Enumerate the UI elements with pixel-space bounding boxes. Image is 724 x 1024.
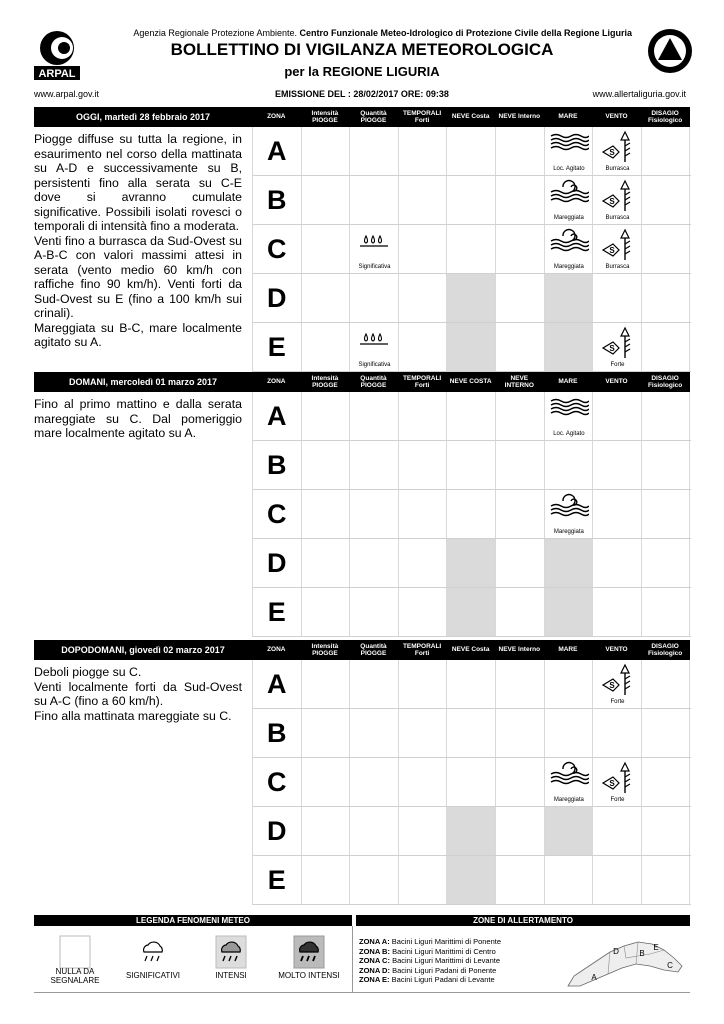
grid-cell — [399, 758, 448, 806]
grid-cell — [253, 274, 302, 322]
zone-letter: C — [267, 499, 287, 529]
grid-cell — [253, 709, 302, 757]
emission-timestamp: EMISSIONE DEL : 28/02/2017 ORE: 09:38 — [275, 89, 449, 99]
grid-cell — [253, 856, 302, 904]
zone-letter: D — [267, 548, 287, 578]
grid-cell — [350, 709, 399, 757]
zone-letter: B — [267, 185, 287, 215]
grid-cell — [642, 490, 691, 538]
zone-row — [253, 392, 691, 441]
svg-text:S: S — [609, 779, 615, 788]
grid-cell — [399, 709, 448, 757]
legend-panel — [34, 915, 690, 993]
grid-cell — [302, 539, 351, 587]
zone-letter: A — [267, 136, 287, 166]
column-header: Quantità PIOGGE — [360, 109, 387, 124]
grid-cell — [447, 588, 496, 636]
grid-cell — [545, 709, 594, 757]
sea-waves-icon — [549, 493, 589, 519]
grid-cell — [642, 176, 691, 224]
grid-cell — [545, 176, 594, 224]
grid-cell — [447, 758, 496, 806]
grid-cell — [399, 441, 448, 489]
map-label-c: C — [667, 961, 673, 970]
legend-title: LEGENDA FENOMENI METEO — [34, 915, 352, 926]
grid-cell — [593, 758, 642, 806]
zones-title: ZONE DI ALLERTAMENTO — [356, 915, 690, 926]
sea-waves-icon — [549, 228, 589, 254]
svg-text:S: S — [609, 344, 615, 353]
sea-state-cell — [545, 176, 594, 224]
sea-state-label: Mareggiata — [553, 215, 584, 221]
grid-cell — [496, 274, 545, 322]
grid-cell — [545, 807, 594, 855]
grid-cell — [253, 758, 302, 806]
zone-row — [253, 539, 691, 588]
grid-cell — [253, 392, 302, 440]
grid-cell — [302, 127, 351, 175]
grid-cell — [545, 588, 594, 636]
grid-cell — [593, 392, 642, 440]
day-header — [34, 107, 690, 127]
wind-icon — [597, 326, 637, 360]
day-description: Piogge diffuse su tutta la regione, in esaurimento nel corso della mattinata su A-D e successivamente su B, persistenti fino alla serata su C-E dove si avranno cumulate significative. Possibili isolati rovesci o temporali di intensità fino a moderata. Venti fino a burrasca da Sud-Ovest su A-B-C con valori massimi attesi in serata (vento medio 60 km/h con raffiche fino 90 km/h). Venti forti da Sud-Ovest su E (fino a 100 km/h sui crinali). Mareggiata su B-C, mare localmente agitato su A. — [34, 132, 242, 349]
column-header: Quantità PIOGGE — [360, 642, 387, 657]
grid-cell — [253, 539, 302, 587]
grid-cell — [447, 176, 496, 224]
grid-cell — [399, 127, 448, 175]
grid-cell — [496, 176, 545, 224]
sea-state-label: Loc. Agitato — [553, 166, 585, 172]
legend-item-none — [40, 934, 110, 985]
grid-cell — [399, 490, 448, 538]
cloud-rain-very-intense-icon — [292, 934, 326, 970]
svg-text:S: S — [609, 681, 615, 690]
grid-cell — [447, 807, 496, 855]
zone-letter: E — [267, 865, 286, 895]
grid-cell — [350, 758, 399, 806]
column-header: MARE — [558, 646, 578, 654]
legend-item-significant — [118, 934, 188, 980]
wind-label: Forte — [610, 699, 625, 705]
zone-grid — [252, 127, 690, 372]
grid-cell — [545, 323, 594, 371]
column-header: DISAGIO Fisiologico — [647, 642, 683, 657]
legend-item-very-intense — [274, 934, 344, 980]
grid-cell — [593, 660, 642, 708]
grid-cell — [350, 176, 399, 224]
svg-text:ARPAL: ARPAL — [38, 68, 76, 80]
zone-row — [253, 441, 691, 490]
grid-cell — [496, 127, 545, 175]
wind-cell — [593, 225, 642, 273]
grid-cell — [253, 127, 302, 175]
zone-entry-a: ZONA A: Bacini Liguri Marittimi di Ponente — [359, 937, 502, 946]
arpal-logo — [34, 28, 80, 80]
column-header: MARE — [558, 113, 578, 121]
wind-cell — [593, 127, 642, 175]
grid-cell — [447, 709, 496, 757]
column-header: Intensità PIOGGE — [311, 642, 339, 657]
grid-cell — [642, 441, 691, 489]
grid-cell — [545, 274, 594, 322]
bulletin-title: BOLLETTINO DI VIGILANZA METEOROLOGICA — [170, 40, 554, 59]
grid-cell — [399, 660, 448, 708]
grid-cell — [350, 807, 399, 855]
grid-cell — [642, 758, 691, 806]
grid-cell — [447, 660, 496, 708]
cloud-rain-intense-icon — [214, 934, 248, 970]
legend-item-intense — [196, 934, 266, 980]
zone-grid — [252, 392, 690, 637]
column-header: Intensità PIOGGE — [311, 109, 339, 124]
grid-cell — [496, 758, 545, 806]
sea-state-label: Mareggiata — [553, 797, 584, 803]
grid-cell — [496, 490, 545, 538]
grid-cell — [302, 392, 351, 440]
wind-icon — [597, 179, 637, 213]
grid-cell — [593, 127, 642, 175]
svg-text:S: S — [609, 246, 615, 255]
map-label-d: D — [613, 947, 619, 956]
wind-cell — [593, 660, 642, 708]
grid-cell — [593, 176, 642, 224]
zone-entry-c: ZONA C: Bacini Liguri Marittimi di Levante — [359, 956, 501, 966]
grid-cell — [447, 539, 496, 587]
column-header: NEVE Interno — [498, 646, 541, 654]
grid-cell — [593, 807, 642, 855]
grid-cell — [253, 807, 302, 855]
grid-cell — [399, 539, 448, 587]
grid-cell — [593, 709, 642, 757]
grid-cell — [642, 807, 691, 855]
column-header: TEMPORALI Forti — [402, 374, 442, 389]
sea-waves-icon — [549, 761, 589, 787]
grid-cell — [302, 807, 351, 855]
day-date-label: OGGI, martedì 28 febbraio 2017 — [75, 112, 211, 122]
grid-cell — [545, 758, 594, 806]
column-header: NEVE COSTA — [449, 378, 492, 386]
grid-cell — [496, 323, 545, 371]
wind-icon — [597, 663, 637, 697]
grid-cell — [399, 225, 448, 273]
grid-cell — [496, 539, 545, 587]
grid-cell — [642, 274, 691, 322]
grid-cell — [302, 709, 351, 757]
column-header: VENTO — [605, 113, 628, 121]
grid-cell — [399, 856, 448, 904]
column-header: NEVE Costa — [451, 113, 490, 121]
map-label-a: A — [591, 973, 597, 982]
wind-cell — [593, 176, 642, 224]
zone-row — [253, 588, 691, 637]
rain-quantity-label: Significativa — [358, 264, 391, 270]
grid-cell — [642, 588, 691, 636]
grid-cell — [399, 588, 448, 636]
grid-cell — [253, 490, 302, 538]
column-header: TEMPORALI Forti — [402, 642, 442, 657]
sea-state-label: Mareggiata — [553, 264, 584, 270]
column-header: ZONA — [267, 113, 286, 121]
grid-cell — [447, 323, 496, 371]
wind-icon — [597, 130, 637, 164]
grid-cell — [350, 490, 399, 538]
grid-cell — [545, 856, 594, 904]
column-header: DISAGIO Fisiologico — [647, 109, 683, 124]
zone-letter: C — [267, 767, 287, 797]
zone-letter: C — [267, 234, 287, 264]
rain-drops-icon — [354, 228, 394, 254]
legend-label-very-intense: MOLTO INTENSI — [278, 971, 340, 980]
zone-row — [253, 709, 691, 758]
column-header: VENTO — [605, 646, 628, 654]
grid-cell — [302, 660, 351, 708]
grid-cell — [545, 490, 594, 538]
grid-cell — [350, 856, 399, 904]
grid-cell — [593, 274, 642, 322]
column-header: NEVE Costa — [451, 646, 490, 654]
liguria-zones-map — [564, 930, 686, 990]
grid-cell — [642, 225, 691, 273]
zone-entry-d: ZONA D: Bacini Liguri Padani di Ponente — [359, 965, 497, 975]
sea-state-label: Mareggiata — [553, 529, 584, 535]
grid-cell — [253, 323, 302, 371]
grid-cell — [253, 588, 302, 636]
day-date-label: DOPODOMANI, giovedì 02 marzo 2017 — [61, 645, 225, 655]
legend-label-intense: INTENSI — [215, 971, 247, 980]
grid-cell — [496, 660, 545, 708]
grid-cell — [350, 588, 399, 636]
grid-cell — [545, 225, 594, 273]
empty-box-icon — [58, 934, 92, 970]
svg-text:S: S — [609, 197, 615, 206]
grid-cell — [253, 660, 302, 708]
zone-row — [253, 274, 691, 323]
grid-cell — [302, 441, 351, 489]
grid-cell — [302, 490, 351, 538]
zone-row — [253, 225, 691, 274]
grid-cell — [253, 441, 302, 489]
grid-cell — [399, 323, 448, 371]
zone-row — [253, 660, 691, 709]
zone-row — [253, 807, 691, 856]
rain-drops-icon — [354, 326, 394, 352]
sea-state-cell — [545, 225, 594, 273]
wind-label: Forte — [610, 362, 625, 368]
column-header: NEVE INTERNO — [504, 374, 534, 389]
sea-state-label: Loc. Agitato — [553, 431, 585, 437]
zone-letter: E — [267, 597, 286, 627]
svg-text:S: S — [609, 148, 615, 157]
zone-letter: B — [267, 718, 287, 748]
day-header — [34, 372, 690, 392]
rain-quantity-cell — [350, 225, 399, 273]
grid-cell — [593, 323, 642, 371]
zone-grid — [252, 660, 690, 905]
grid-cell — [642, 323, 691, 371]
zone-row — [253, 176, 691, 225]
grid-cell — [399, 274, 448, 322]
grid-cell — [593, 441, 642, 489]
grid-cell — [496, 807, 545, 855]
grid-cell — [447, 392, 496, 440]
cloud-rain-light-icon — [136, 934, 170, 970]
sea-waves-icon — [549, 179, 589, 205]
grid-cell — [350, 660, 399, 708]
wind-cell — [593, 758, 642, 806]
zone-letter: A — [267, 401, 287, 431]
arpal-website-link[interactable]: www.arpal.gov.it — [34, 89, 99, 99]
map-label-e: E — [653, 943, 659, 952]
grid-cell — [496, 856, 545, 904]
grid-cell — [496, 588, 545, 636]
grid-cell — [642, 392, 691, 440]
grid-cell — [302, 758, 351, 806]
grid-cell — [302, 225, 351, 273]
column-header: DISAGIO Fisiologico — [647, 374, 683, 389]
zone-letter: A — [267, 669, 287, 699]
legend-label-significant: SIGNIFICATIVI — [125, 971, 181, 980]
grid-cell — [496, 225, 545, 273]
zone-entry-e: ZONA E: Bacini Liguri Padani di Levante — [359, 975, 495, 985]
grid-cell — [545, 660, 594, 708]
grid-cell — [350, 539, 399, 587]
grid-cell — [302, 323, 351, 371]
column-header: Quantità PIOGGE — [360, 374, 387, 389]
column-header: Intensità PIOGGE — [311, 374, 339, 389]
grid-cell — [350, 392, 399, 440]
protezione-civile-seal — [647, 28, 693, 74]
wind-label: Burrasca — [605, 215, 630, 221]
grid-cell — [302, 176, 351, 224]
grid-cell — [350, 441, 399, 489]
grid-cell — [302, 588, 351, 636]
legend-divider — [352, 926, 353, 992]
allerta-website-link[interactable]: www.allertaliguria.gov.it — [592, 89, 686, 99]
grid-cell — [642, 127, 691, 175]
grid-cell — [642, 539, 691, 587]
wind-label: Forte — [610, 797, 625, 803]
grid-cell — [496, 709, 545, 757]
zone-entry-b: ZONA B: Bacini Liguri Marittimi di Centro — [359, 946, 496, 956]
grid-cell — [593, 539, 642, 587]
zone-row — [253, 323, 691, 372]
column-header: MARE — [558, 378, 578, 386]
grid-cell — [545, 441, 594, 489]
grid-cell — [642, 660, 691, 708]
grid-cell — [399, 176, 448, 224]
zone-row — [253, 490, 691, 539]
rain-quantity-cell — [350, 323, 399, 371]
sea-state-cell — [545, 758, 594, 806]
day-date-label: DOMANI, mercoledì 01 marzo 2017 — [68, 377, 218, 387]
column-header: VENTO — [605, 378, 628, 386]
grid-cell — [593, 225, 642, 273]
grid-cell — [447, 441, 496, 489]
zone-row — [253, 856, 691, 905]
grid-cell — [496, 441, 545, 489]
grid-cell — [642, 709, 691, 757]
zones-list — [359, 937, 501, 985]
zone-letter: E — [267, 332, 286, 362]
wind-cell — [593, 323, 642, 371]
grid-cell — [447, 127, 496, 175]
sea-waves-icon — [549, 395, 589, 421]
grid-cell — [350, 127, 399, 175]
wind-label: Burrasca — [605, 166, 630, 172]
grid-cell — [399, 807, 448, 855]
zone-row — [253, 127, 691, 176]
sea-state-cell — [545, 490, 594, 538]
grid-cell — [302, 274, 351, 322]
column-header: TEMPORALI Forti — [402, 109, 442, 124]
map-label-b: B — [639, 949, 645, 958]
grid-cell — [447, 490, 496, 538]
sea-state-cell — [545, 392, 594, 440]
grid-cell — [642, 856, 691, 904]
grid-cell — [253, 225, 302, 273]
zone-letter: D — [267, 816, 287, 846]
grid-cell — [593, 490, 642, 538]
grid-cell — [447, 225, 496, 273]
column-header: NEVE Interno — [498, 113, 541, 121]
grid-cell — [302, 856, 351, 904]
grid-cell — [447, 856, 496, 904]
column-header: ZONA — [267, 646, 286, 654]
sea-waves-icon — [549, 130, 589, 156]
grid-cell — [545, 127, 594, 175]
grid-cell — [447, 274, 496, 322]
bulletin-subtitle: per la REGIONE LIGURIA — [284, 64, 440, 79]
zone-letter: B — [267, 450, 287, 480]
wind-icon — [597, 228, 637, 262]
grid-cell — [496, 392, 545, 440]
grid-cell — [350, 225, 399, 273]
agency-line: Agenzia Regionale Protezione Ambiente. Centro Funzionale Meteo-Idrologico di Protezione Civile della Regione Liguria — [133, 28, 632, 38]
zone-letter: D — [267, 283, 287, 313]
zone-row — [253, 758, 691, 807]
wind-label: Burrasca — [605, 264, 630, 270]
grid-cell — [253, 176, 302, 224]
grid-cell — [350, 323, 399, 371]
wind-icon — [597, 761, 637, 795]
column-header: ZONA — [267, 378, 286, 386]
day-header — [34, 640, 690, 660]
grid-cell — [593, 588, 642, 636]
grid-cell — [545, 392, 594, 440]
grid-cell — [545, 539, 594, 587]
rain-quantity-label: Significativa — [358, 362, 391, 368]
grid-cell — [593, 856, 642, 904]
day-description: Fino al primo mattino e dalla serata mareggiate su C. Dal pomeriggio mare localmente agitato su A. — [34, 397, 242, 440]
grid-cell — [399, 392, 448, 440]
legend-label-none: NULLA DA SEGNALARE — [50, 967, 100, 985]
day-description: Deboli piogge su C. Venti localmente forti da Sud-Ovest su A-C (fino a 60 km/h). Fino alla mattinata mareggiate su C. — [34, 665, 242, 723]
sea-state-cell — [545, 127, 594, 175]
grid-cell — [350, 274, 399, 322]
